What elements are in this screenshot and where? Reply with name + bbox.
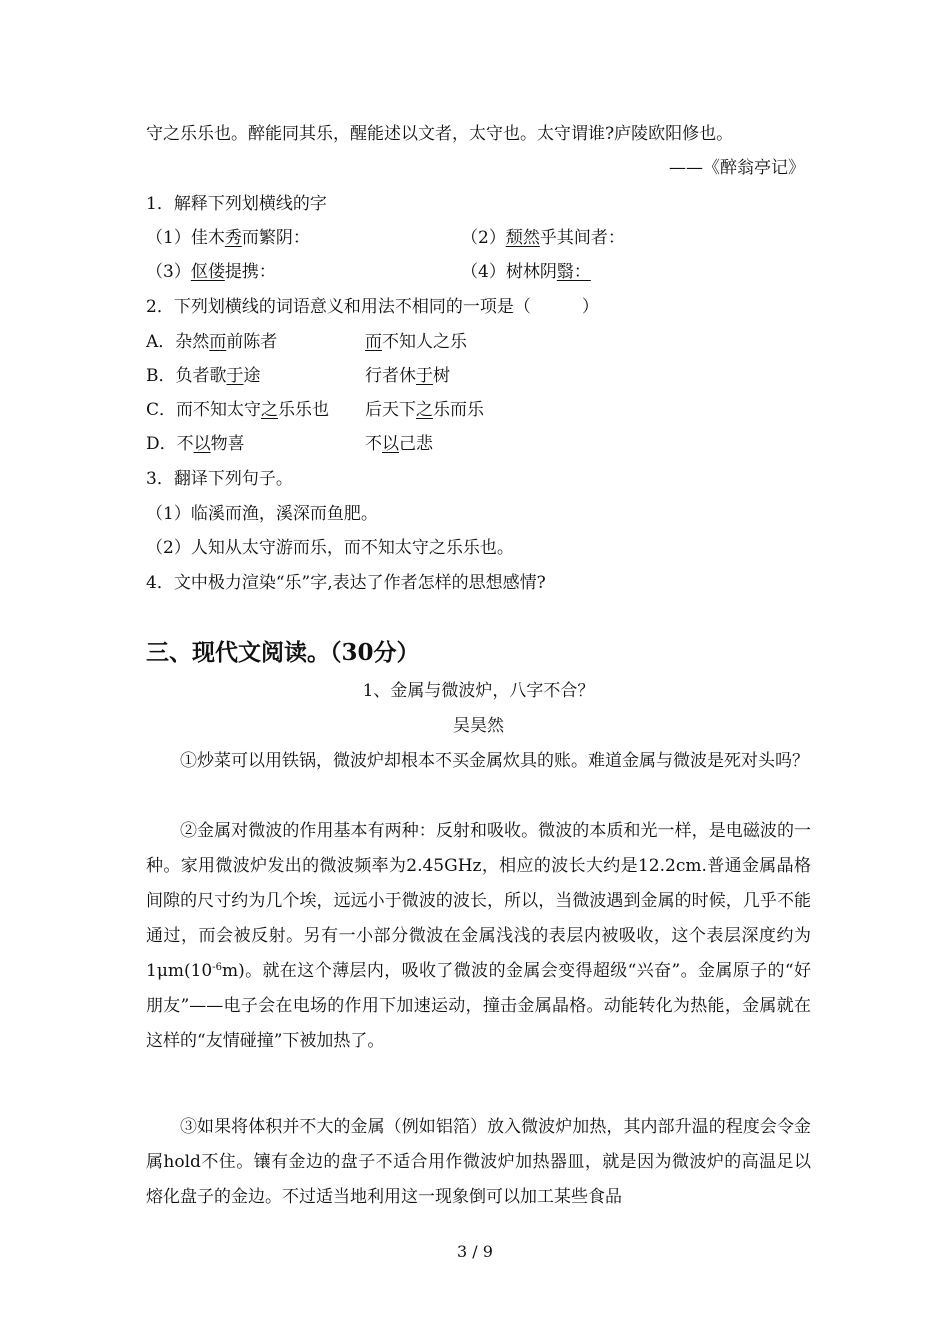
q2-option-d-right: 不以己悲 xyxy=(365,434,433,454)
q2-option-d-left: D．不以物喜 xyxy=(146,434,245,454)
passage-end-text: 守之乐乐也。醉能同其乐，醒能述以文者，太守也。太守谓谁?庐陵欧阳修也。 xyxy=(146,124,734,144)
q1-item-1: （1）佳木秀而繁阴： xyxy=(146,228,310,248)
q2-option-b-right: 行者休于树 xyxy=(365,366,450,386)
article-author: 吴昊然 xyxy=(453,716,504,736)
q2-option-a-right: 而不知人之乐 xyxy=(365,332,467,352)
q2-option-c-left: C．而不知太守之乐乐也 xyxy=(146,400,330,420)
underlined-word: 秀 xyxy=(224,228,242,248)
underlined-word: 翳： xyxy=(556,262,591,282)
q3-item-1: （1）临溪而渔，溪深而鱼肥。 xyxy=(146,504,378,524)
paragraph-1: ①炒菜可以用铁锅，微波炉却根本不买金属炊具的账。难道金属与微波是死对头吗？ xyxy=(180,751,809,771)
q1-item-3: （3）伛偻提携： xyxy=(146,262,276,282)
q2-option-a-left: A．杂然而前陈者 xyxy=(146,332,278,352)
q1-item-4: （4）树林阴翳： xyxy=(461,262,591,282)
q2-title: 2．下列划横线的词语意义和用法不相同的一项是（ ） xyxy=(146,297,599,317)
paragraph-2: ②金属对微波的作用基本有两种：反射和吸收。微波的本质和光一样，是电磁波的一种。家用微波炉发出的微波频率为2.45GHz，相应的波长大约是12.2cm.普通金属晶格间隙的尺寸约为几个埃，远远小于微波的波长，所以，当微波遇到金属的时候，几乎不能通过，而会被反射。另有一小部分微波在金属浅浅的表层内被吸收，这个表层深度约为$1\mu m(10^{-6}m)$。就在这个薄层内，吸收了微波的金属会变得超级“兴奋”。金属原子的“好朋友”——电子会在电场的作用下加速运动，撞击金属晶格。动能转化为热能，金属就在这样的“友情碰撞”下被加热了。 xyxy=(146,821,811,1051)
q4-title: 4．文中极力渲染“乐”字,表达了作者怎样的思想感情? xyxy=(146,573,546,593)
q2-option-b-left: B．负者歌于途 xyxy=(146,366,261,386)
q1-title: 1．解释下列划横线的字 xyxy=(146,194,327,214)
q3-title: 3．翻译下列句子。 xyxy=(146,469,293,489)
q2-option-c-right: 后天下之乐而乐 xyxy=(365,400,484,420)
q1-item-2: （2）颓然乎其间者： xyxy=(461,228,625,248)
paragraph-3: ③如果将体积并不大的金属（例如铝箔）放入微波炉加热，其内部升温的程度会令金属hold不住。镶有金边的盘子不适合用作微波炉加热器皿，就是因为微波炉的高温足以熔化盘子的金边。不过适当地利用这一现象倒可以加工某些食品 xyxy=(146,1117,811,1207)
underlined-word: 伛偻 xyxy=(190,262,225,282)
article-title: 1、金属与微波炉，八字不合？ xyxy=(362,681,595,701)
passage-source: ——《醉翁亭记》 xyxy=(669,158,805,178)
underlined-word: 颓然 xyxy=(505,228,540,248)
section-heading: 三、现代文阅读。（30分） xyxy=(146,639,420,666)
page-number: 3 / 9 xyxy=(457,1242,493,1261)
q3-item-2: （2）人知从太守游而乐，而不知太守之乐乐也。 xyxy=(146,538,514,558)
